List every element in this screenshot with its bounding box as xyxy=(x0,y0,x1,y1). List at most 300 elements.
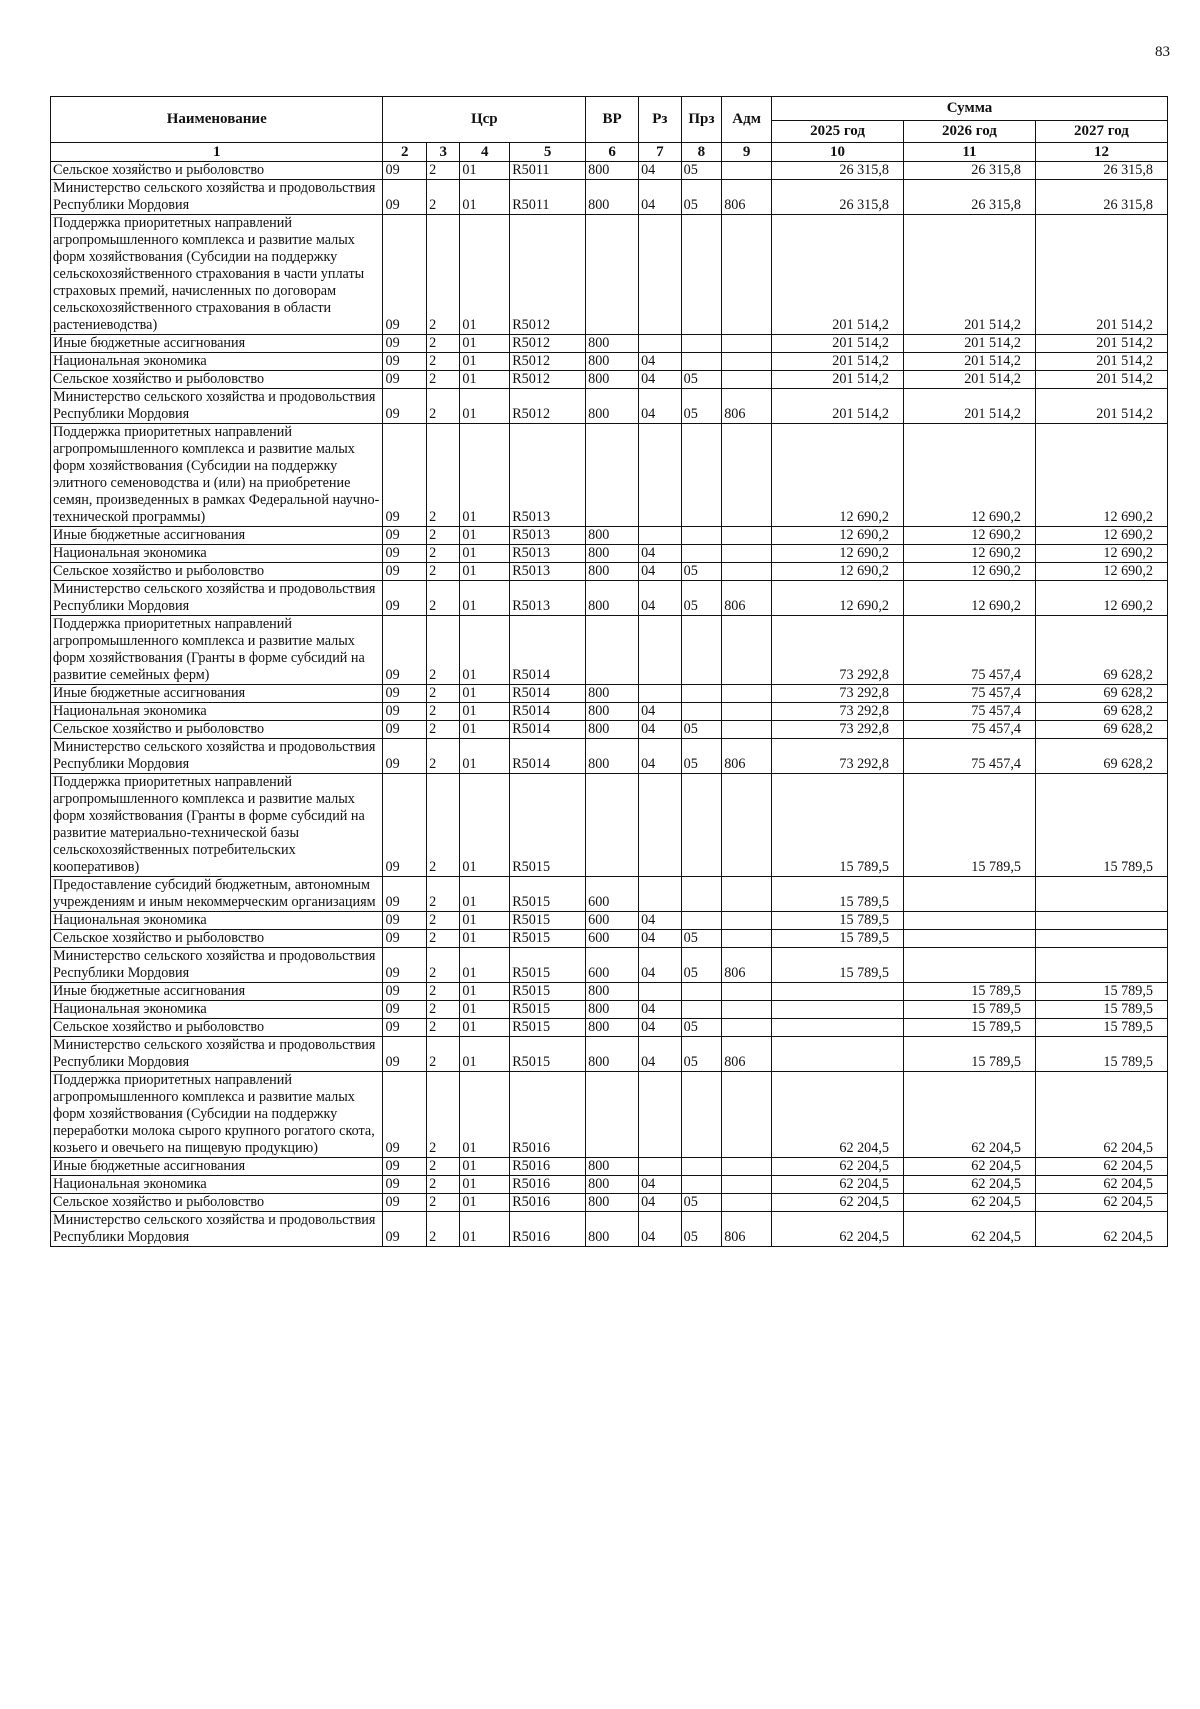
rz-code xyxy=(639,527,682,545)
tser-program: 09 xyxy=(383,527,427,545)
amount-2025 xyxy=(772,1001,904,1019)
row-name: Министерство сельского хозяйства и продовольствия Республики Мордовия xyxy=(51,739,383,774)
prz-code: 05 xyxy=(681,930,722,948)
prz-code: 05 xyxy=(681,1212,722,1247)
table-row xyxy=(51,581,1168,616)
vr-code: 800 xyxy=(586,1158,639,1176)
tser-program: 09 xyxy=(383,162,427,180)
table-row xyxy=(51,215,1168,335)
row-name: Сельское хозяйство и рыболовство xyxy=(51,371,383,389)
tser-direction: R5015 xyxy=(510,912,586,930)
vr-code: 800 xyxy=(586,1194,639,1212)
rz-code: 04 xyxy=(639,581,682,616)
table-row xyxy=(51,424,1168,527)
prz-code: 05 xyxy=(681,389,722,424)
amount-2027: 69 628,2 xyxy=(1035,616,1167,685)
tser-program: 09 xyxy=(383,1037,427,1072)
tser-direction: R5016 xyxy=(510,1072,586,1158)
tser-main-event: 01 xyxy=(460,616,510,685)
rz-code: 04 xyxy=(639,180,682,215)
table-row xyxy=(51,1212,1168,1247)
amount-2025: 73 292,8 xyxy=(772,739,904,774)
adm-code: 806 xyxy=(722,1037,772,1072)
tser-main-event: 01 xyxy=(460,703,510,721)
amount-2026: 75 457,4 xyxy=(904,616,1036,685)
row-name: Министерство сельского хозяйства и продовольствия Республики Мордовия xyxy=(51,948,383,983)
amount-2026: 75 457,4 xyxy=(904,721,1036,739)
tser-program: 09 xyxy=(383,389,427,424)
adm-code: 806 xyxy=(722,180,772,215)
table-row xyxy=(51,983,1168,1001)
amount-2026: 15 789,5 xyxy=(904,983,1036,1001)
header-name: Наименование xyxy=(51,97,383,143)
amount-2025: 26 315,8 xyxy=(772,180,904,215)
column-number: 11 xyxy=(904,143,1036,162)
amount-2026: 12 690,2 xyxy=(904,527,1036,545)
row-name: Сельское хозяйство и рыболовство xyxy=(51,162,383,180)
rz-code xyxy=(639,774,682,877)
rz-code xyxy=(639,1158,682,1176)
tser-direction: R5015 xyxy=(510,774,586,877)
amount-2025 xyxy=(772,1019,904,1037)
tser-subprogram: 2 xyxy=(427,703,460,721)
amount-2026: 62 204,5 xyxy=(904,1072,1036,1158)
amount-2026: 75 457,4 xyxy=(904,703,1036,721)
amount-2025 xyxy=(772,1037,904,1072)
tser-main-event: 01 xyxy=(460,371,510,389)
rz-code: 04 xyxy=(639,353,682,371)
tser-direction: R5015 xyxy=(510,1001,586,1019)
amount-2027: 15 789,5 xyxy=(1035,1019,1167,1037)
amount-2026: 62 204,5 xyxy=(904,1194,1036,1212)
tser-main-event: 01 xyxy=(460,1072,510,1158)
tser-program: 09 xyxy=(383,563,427,581)
vr-code: 800 xyxy=(586,1019,639,1037)
rz-code xyxy=(639,616,682,685)
adm-code xyxy=(722,527,772,545)
row-name: Сельское хозяйство и рыболовство xyxy=(51,563,383,581)
row-name: Поддержка приоритетных направлений агропромышленного комплекса и развитие малых форм хозяйствования (Гранты в форме субсидий на развитие материально-технической базы сельскохозяйственных потребительских кооперативов) xyxy=(51,774,383,877)
vr-code xyxy=(586,424,639,527)
amount-2027: 12 690,2 xyxy=(1035,545,1167,563)
vr-code: 800 xyxy=(586,581,639,616)
tser-program: 09 xyxy=(383,1072,427,1158)
prz-code: 05 xyxy=(681,162,722,180)
tser-main-event: 01 xyxy=(460,162,510,180)
adm-code xyxy=(722,1176,772,1194)
rz-code xyxy=(639,1072,682,1158)
amount-2027: 26 315,8 xyxy=(1035,162,1167,180)
row-name: Поддержка приоритетных направлений агропромышленного комплекса и развитие малых форм хозяйствования (Гранты в форме субсидий на развитие семейных ферм) xyxy=(51,616,383,685)
amount-2025: 62 204,5 xyxy=(772,1072,904,1158)
prz-code: 05 xyxy=(681,1019,722,1037)
vr-code: 800 xyxy=(586,162,639,180)
table-row xyxy=(51,948,1168,983)
rz-code xyxy=(639,215,682,335)
table-row xyxy=(51,930,1168,948)
tser-subprogram: 2 xyxy=(427,685,460,703)
row-name: Иные бюджетные ассигнования xyxy=(51,1158,383,1176)
tser-program: 09 xyxy=(383,616,427,685)
column-number: 10 xyxy=(772,143,904,162)
amount-2027 xyxy=(1035,948,1167,983)
amount-2025: 73 292,8 xyxy=(772,685,904,703)
vr-code: 800 xyxy=(586,703,639,721)
prz-code xyxy=(681,353,722,371)
vr-code: 600 xyxy=(586,948,639,983)
amount-2026: 201 514,2 xyxy=(904,371,1036,389)
rz-code: 04 xyxy=(639,1212,682,1247)
prz-code xyxy=(681,215,722,335)
amount-2026: 62 204,5 xyxy=(904,1158,1036,1176)
prz-code: 05 xyxy=(681,371,722,389)
amount-2025: 62 204,5 xyxy=(772,1212,904,1247)
header-year-2025: 2025 год xyxy=(772,121,904,143)
column-number: 8 xyxy=(681,143,722,162)
tser-direction: R5016 xyxy=(510,1212,586,1247)
amount-2025: 62 204,5 xyxy=(772,1158,904,1176)
tser-program: 09 xyxy=(383,545,427,563)
row-name: Иные бюджетные ассигнования xyxy=(51,527,383,545)
table-row xyxy=(51,721,1168,739)
adm-code xyxy=(722,877,772,912)
tser-direction: R5013 xyxy=(510,581,586,616)
prz-code: 05 xyxy=(681,563,722,581)
tser-main-event: 01 xyxy=(460,1158,510,1176)
row-name: Иные бюджетные ассигнования xyxy=(51,335,383,353)
amount-2027 xyxy=(1035,912,1167,930)
amount-2025: 12 690,2 xyxy=(772,581,904,616)
tser-main-event: 01 xyxy=(460,1194,510,1212)
rz-code: 04 xyxy=(639,1037,682,1072)
rz-code: 04 xyxy=(639,1001,682,1019)
vr-code: 800 xyxy=(586,1037,639,1072)
amount-2026: 201 514,2 xyxy=(904,389,1036,424)
prz-code: 05 xyxy=(681,180,722,215)
tser-subprogram: 2 xyxy=(427,930,460,948)
row-name: Национальная экономика xyxy=(51,1001,383,1019)
tser-direction: R5015 xyxy=(510,930,586,948)
column-number: 4 xyxy=(460,143,510,162)
tser-main-event: 01 xyxy=(460,581,510,616)
rz-code: 04 xyxy=(639,389,682,424)
tser-program: 09 xyxy=(383,1158,427,1176)
tser-direction: R5013 xyxy=(510,545,586,563)
rz-code: 04 xyxy=(639,930,682,948)
tser-main-event: 01 xyxy=(460,1212,510,1247)
table-row xyxy=(51,616,1168,685)
tser-main-event: 01 xyxy=(460,739,510,774)
tser-program: 09 xyxy=(383,581,427,616)
prz-code xyxy=(681,424,722,527)
amount-2026: 26 315,8 xyxy=(904,162,1036,180)
rz-code: 04 xyxy=(639,545,682,563)
tser-direction: R5014 xyxy=(510,721,586,739)
amount-2026: 12 690,2 xyxy=(904,545,1036,563)
amount-2025: 12 690,2 xyxy=(772,563,904,581)
table-row xyxy=(51,685,1168,703)
tser-main-event: 01 xyxy=(460,930,510,948)
column-number: 12 xyxy=(1035,143,1167,162)
prz-code: 05 xyxy=(681,1194,722,1212)
adm-code xyxy=(722,353,772,371)
vr-code: 600 xyxy=(586,877,639,912)
row-name: Министерство сельского хозяйства и продовольствия Республики Мордовия xyxy=(51,180,383,215)
tser-main-event: 01 xyxy=(460,1037,510,1072)
amount-2027: 12 690,2 xyxy=(1035,563,1167,581)
table-row xyxy=(51,703,1168,721)
prz-code xyxy=(681,774,722,877)
amount-2025 xyxy=(772,983,904,1001)
rz-code xyxy=(639,424,682,527)
header-vr: ВР xyxy=(586,97,639,143)
tser-subprogram: 2 xyxy=(427,545,460,563)
prz-code xyxy=(681,912,722,930)
tser-program: 09 xyxy=(383,685,427,703)
row-name: Национальная экономика xyxy=(51,545,383,563)
amount-2026: 26 315,8 xyxy=(904,180,1036,215)
amount-2025: 15 789,5 xyxy=(772,912,904,930)
adm-code xyxy=(722,774,772,877)
table-row xyxy=(51,774,1168,877)
tser-main-event: 01 xyxy=(460,353,510,371)
tser-program: 09 xyxy=(383,912,427,930)
amount-2027: 62 204,5 xyxy=(1035,1176,1167,1194)
rz-code: 04 xyxy=(639,1176,682,1194)
adm-code xyxy=(722,335,772,353)
tser-direction: R5014 xyxy=(510,703,586,721)
tser-direction: R5012 xyxy=(510,371,586,389)
tser-subprogram: 2 xyxy=(427,1019,460,1037)
rz-code: 04 xyxy=(639,563,682,581)
tser-direction: R5016 xyxy=(510,1158,586,1176)
prz-code: 05 xyxy=(681,739,722,774)
rz-code: 04 xyxy=(639,912,682,930)
tser-subprogram: 2 xyxy=(427,877,460,912)
tser-program: 09 xyxy=(383,353,427,371)
amount-2027 xyxy=(1035,877,1167,912)
tser-subprogram: 2 xyxy=(427,616,460,685)
tser-program: 09 xyxy=(383,1001,427,1019)
row-name: Сельское хозяйство и рыболовство xyxy=(51,930,383,948)
row-name: Иные бюджетные ассигнования xyxy=(51,983,383,1001)
amount-2027: 201 514,2 xyxy=(1035,353,1167,371)
vr-code xyxy=(586,774,639,877)
tser-subprogram: 2 xyxy=(427,424,460,527)
tser-subprogram: 2 xyxy=(427,371,460,389)
tser-subprogram: 2 xyxy=(427,1176,460,1194)
amount-2025: 12 690,2 xyxy=(772,424,904,527)
adm-code xyxy=(722,703,772,721)
vr-code: 800 xyxy=(586,180,639,215)
tser-subprogram: 2 xyxy=(427,581,460,616)
tser-main-event: 01 xyxy=(460,721,510,739)
adm-code: 806 xyxy=(722,1212,772,1247)
table-row xyxy=(51,1037,1168,1072)
adm-code xyxy=(722,1072,772,1158)
tser-subprogram: 2 xyxy=(427,1001,460,1019)
adm-code xyxy=(722,563,772,581)
adm-code xyxy=(722,721,772,739)
header-adm: Адм xyxy=(722,97,772,143)
tser-main-event: 01 xyxy=(460,983,510,1001)
vr-code: 800 xyxy=(586,335,639,353)
tser-direction: R5015 xyxy=(510,1037,586,1072)
adm-code xyxy=(722,685,772,703)
tser-main-event: 01 xyxy=(460,948,510,983)
rz-code xyxy=(639,335,682,353)
amount-2027: 12 690,2 xyxy=(1035,581,1167,616)
prz-code xyxy=(681,527,722,545)
table-row xyxy=(51,335,1168,353)
table-body xyxy=(51,162,1168,1247)
column-number: 9 xyxy=(722,143,772,162)
amount-2026 xyxy=(904,912,1036,930)
amount-2025: 12 690,2 xyxy=(772,527,904,545)
tser-subprogram: 2 xyxy=(427,983,460,1001)
tser-direction: R5012 xyxy=(510,353,586,371)
table-row xyxy=(51,877,1168,912)
row-name: Поддержка приоритетных направлений агропромышленного комплекса и развитие малых форм хозяйствования (Субсидии на поддержку элитного семеноводства и (или) на приобретение семян, произведенных в рамках Федеральной научно-технической программы) xyxy=(51,424,383,527)
tser-direction: R5014 xyxy=(510,739,586,774)
tser-main-event: 01 xyxy=(460,877,510,912)
vr-code: 800 xyxy=(586,739,639,774)
table-row xyxy=(51,545,1168,563)
amount-2026: 75 457,4 xyxy=(904,739,1036,774)
tser-program: 09 xyxy=(383,948,427,983)
prz-code xyxy=(681,983,722,1001)
amount-2027: 201 514,2 xyxy=(1035,335,1167,353)
header-year-2027: 2027 год xyxy=(1035,121,1167,143)
amount-2025: 201 514,2 xyxy=(772,353,904,371)
table-row xyxy=(51,1072,1168,1158)
amount-2026: 62 204,5 xyxy=(904,1212,1036,1247)
amount-2027: 201 514,2 xyxy=(1035,389,1167,424)
adm-code xyxy=(722,162,772,180)
tser-program: 09 xyxy=(383,1212,427,1247)
table-row xyxy=(51,1001,1168,1019)
prz-code xyxy=(681,335,722,353)
column-number-row xyxy=(51,143,1168,162)
amount-2025: 62 204,5 xyxy=(772,1176,904,1194)
amount-2027: 62 204,5 xyxy=(1035,1194,1167,1212)
amount-2027: 69 628,2 xyxy=(1035,703,1167,721)
amount-2026: 12 690,2 xyxy=(904,563,1036,581)
rz-code: 04 xyxy=(639,739,682,774)
adm-code xyxy=(722,1001,772,1019)
table-row xyxy=(51,1194,1168,1212)
row-name: Национальная экономика xyxy=(51,703,383,721)
tser-program: 09 xyxy=(383,335,427,353)
rz-code: 04 xyxy=(639,721,682,739)
amount-2026: 12 690,2 xyxy=(904,424,1036,527)
adm-code xyxy=(722,545,772,563)
prz-code xyxy=(681,703,722,721)
tser-subprogram: 2 xyxy=(427,527,460,545)
tser-main-event: 01 xyxy=(460,1001,510,1019)
amount-2027: 15 789,5 xyxy=(1035,774,1167,877)
tser-subprogram: 2 xyxy=(427,721,460,739)
table-row xyxy=(51,1019,1168,1037)
tser-direction: R5013 xyxy=(510,527,586,545)
vr-code: 600 xyxy=(586,930,639,948)
prz-code: 05 xyxy=(681,1037,722,1072)
table-row xyxy=(51,389,1168,424)
amount-2026: 201 514,2 xyxy=(904,215,1036,335)
tser-subprogram: 2 xyxy=(427,1212,460,1247)
amount-2026: 75 457,4 xyxy=(904,685,1036,703)
prz-code: 05 xyxy=(681,948,722,983)
tser-program: 09 xyxy=(383,215,427,335)
tser-direction: R5014 xyxy=(510,685,586,703)
tser-program: 09 xyxy=(383,983,427,1001)
amount-2026: 15 789,5 xyxy=(904,1037,1036,1072)
vr-code: 800 xyxy=(586,1212,639,1247)
tser-direction: R5013 xyxy=(510,424,586,527)
row-name: Министерство сельского хозяйства и продовольствия Республики Мордовия xyxy=(51,1037,383,1072)
table-row xyxy=(51,527,1168,545)
amount-2026 xyxy=(904,930,1036,948)
row-name: Поддержка приоритетных направлений агропромышленного комплекса и развитие малых форм хозяйствования (Субсидии на поддержку переработки молока сырого крупного рогатого скота, козьего и овечьего на пищевую продукцию) xyxy=(51,1072,383,1158)
column-number: 1 xyxy=(51,143,383,162)
table-row xyxy=(51,180,1168,215)
tser-program: 09 xyxy=(383,371,427,389)
amount-2026: 62 204,5 xyxy=(904,1176,1036,1194)
vr-code xyxy=(586,616,639,685)
rz-code: 04 xyxy=(639,1019,682,1037)
row-name: Национальная экономика xyxy=(51,1176,383,1194)
tser-subprogram: 2 xyxy=(427,739,460,774)
adm-code xyxy=(722,1194,772,1212)
tser-direction: R5015 xyxy=(510,948,586,983)
amount-2025: 73 292,8 xyxy=(772,703,904,721)
amount-2027: 15 789,5 xyxy=(1035,1001,1167,1019)
tser-subprogram: 2 xyxy=(427,1072,460,1158)
amount-2027: 62 204,5 xyxy=(1035,1072,1167,1158)
prz-code xyxy=(681,1001,722,1019)
rz-code: 04 xyxy=(639,162,682,180)
row-name: Предоставление субсидий бюджетным, автономным учреждениям и иным некоммерческим организациям xyxy=(51,877,383,912)
table-row xyxy=(51,353,1168,371)
amount-2025: 26 315,8 xyxy=(772,162,904,180)
vr-code: 800 xyxy=(586,545,639,563)
prz-code xyxy=(681,616,722,685)
table-row xyxy=(51,1158,1168,1176)
tser-subprogram: 2 xyxy=(427,912,460,930)
tser-main-event: 01 xyxy=(460,527,510,545)
tser-program: 09 xyxy=(383,1176,427,1194)
tser-main-event: 01 xyxy=(460,1019,510,1037)
prz-code: 05 xyxy=(681,581,722,616)
column-number: 2 xyxy=(383,143,427,162)
amount-2026: 15 789,5 xyxy=(904,774,1036,877)
adm-code xyxy=(722,983,772,1001)
amount-2027: 201 514,2 xyxy=(1035,215,1167,335)
tser-main-event: 01 xyxy=(460,774,510,877)
adm-code: 806 xyxy=(722,581,772,616)
rz-code: 04 xyxy=(639,371,682,389)
tser-program: 09 xyxy=(383,1194,427,1212)
amount-2025: 73 292,8 xyxy=(772,721,904,739)
row-name: Сельское хозяйство и рыболовство xyxy=(51,1019,383,1037)
adm-code: 806 xyxy=(722,948,772,983)
row-name: Национальная экономика xyxy=(51,353,383,371)
prz-code xyxy=(681,877,722,912)
tser-program: 09 xyxy=(383,424,427,527)
rz-code xyxy=(639,983,682,1001)
tser-direction: R5011 xyxy=(510,180,586,215)
tser-subprogram: 2 xyxy=(427,353,460,371)
